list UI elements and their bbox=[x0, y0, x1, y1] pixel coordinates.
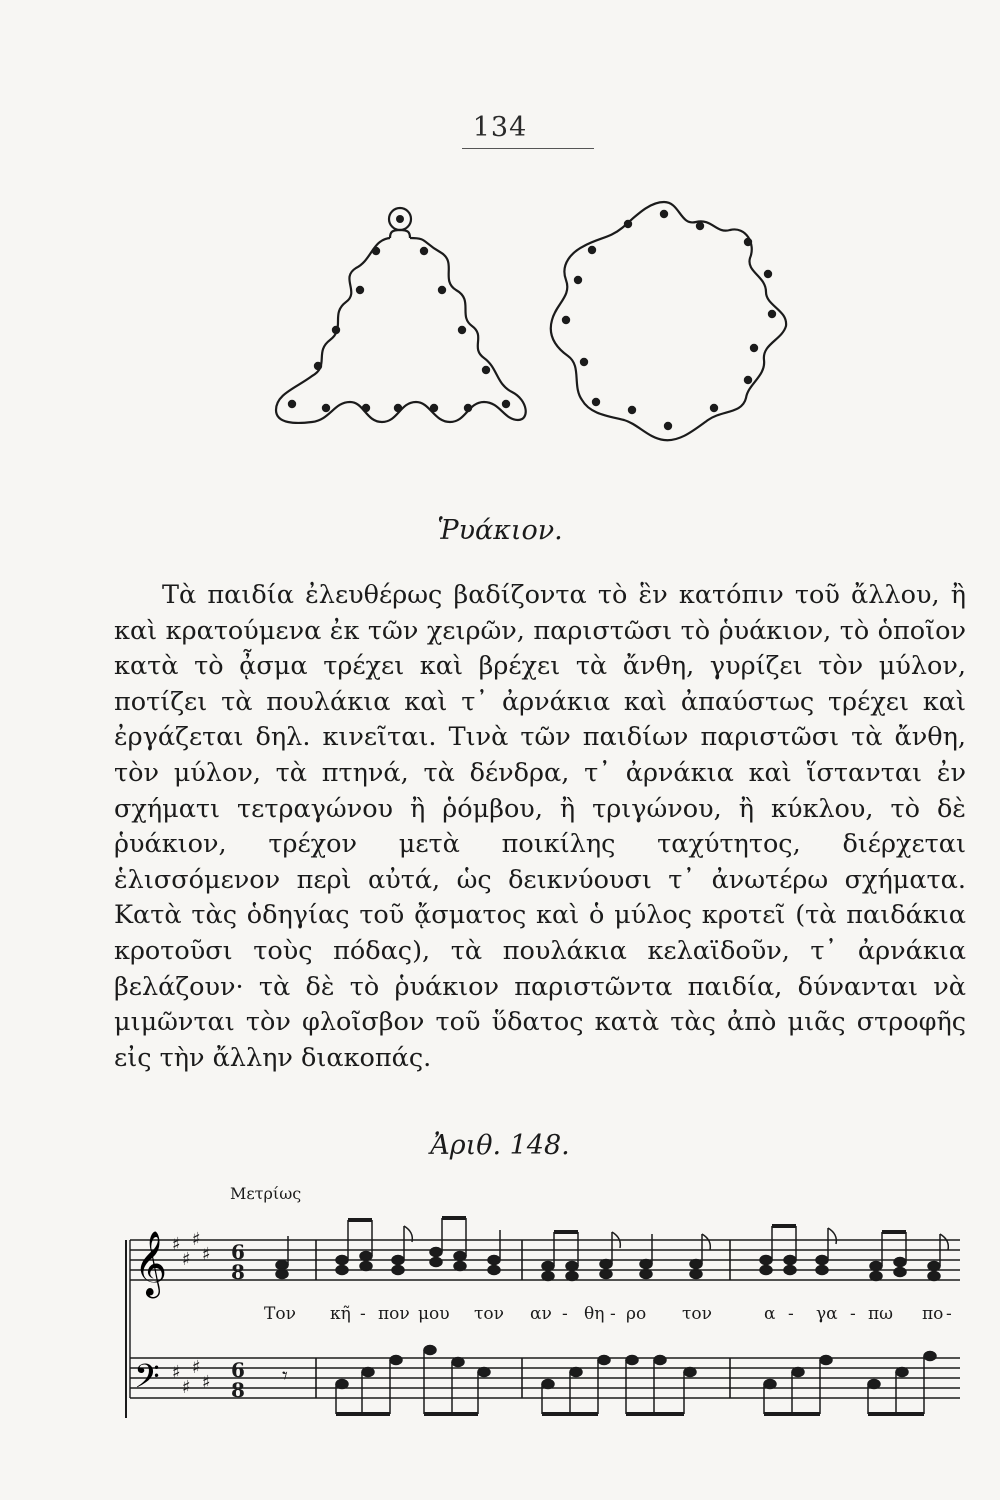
song-number-heading: Ἀριθ. 148. bbox=[430, 1130, 570, 1161]
lyric-syllable: θη bbox=[584, 1304, 605, 1324]
lyric-hyphen: - bbox=[610, 1304, 616, 1324]
treble-notes bbox=[276, 1218, 948, 1281]
triangle-top-dot bbox=[396, 215, 404, 223]
lyric-syllable: αν bbox=[530, 1304, 552, 1324]
treble-time-top: 6 bbox=[231, 1240, 245, 1264]
lyric-hyphen: - bbox=[360, 1304, 366, 1324]
lyric-syllable: μου bbox=[418, 1304, 450, 1324]
treble-time-bottom: 8 bbox=[231, 1260, 245, 1284]
bass-notes bbox=[282, 1346, 936, 1415]
svg-text:𝄾: 𝄾 bbox=[282, 1364, 288, 1389]
triangle-wave-path bbox=[276, 238, 526, 423]
svg-text:♯: ♯ bbox=[172, 1362, 181, 1383]
lyric-syllable: πον bbox=[378, 1304, 410, 1324]
lyric-hyphen: - bbox=[562, 1304, 568, 1324]
body-text bbox=[114, 578, 966, 1076]
lyric-hyphen: - bbox=[788, 1304, 794, 1324]
lyric-syllable: ρο bbox=[626, 1304, 647, 1324]
bass-time-signature bbox=[231, 1358, 245, 1402]
lyric-hyphen: - bbox=[850, 1304, 856, 1324]
svg-text:♯: ♯ bbox=[182, 1377, 191, 1398]
circle-dots bbox=[562, 210, 776, 430]
lyric-syllable: α bbox=[764, 1304, 776, 1324]
svg-text:♯: ♯ bbox=[182, 1249, 191, 1270]
lyrics-row bbox=[0, 1304, 1000, 1328]
circle-wave-path bbox=[551, 202, 786, 440]
treble-clef-icon: 𝄞 bbox=[134, 1231, 168, 1296]
ryakion-figure bbox=[260, 195, 800, 450]
lyric-syllable: τον bbox=[474, 1304, 504, 1324]
treble-key-signature bbox=[172, 1229, 211, 1270]
barlines bbox=[126, 1240, 730, 1418]
triangle-loop-stem bbox=[390, 230, 410, 238]
lyric-syllable: γα bbox=[816, 1304, 838, 1324]
svg-text:♯: ♯ bbox=[172, 1234, 181, 1255]
page-number: 134 bbox=[472, 112, 528, 143]
bass-clef-icon: 𝄢 bbox=[134, 1358, 160, 1404]
lyric-hyphen: - bbox=[946, 1304, 952, 1324]
body-paragraph: Τὰ παιδία ἐλευθέρως βαδίζοντα τὸ ἓν κατόπιν τοῦ ἄλλου, ἢ καὶ κρατούμενα ἐκ τῶν χειρῶν, παριστῶσι τὸ ῥυάκιον, τὸ ὁποῖον κατὰ τὸ ᾆσμα τρέχει καὶ βρέχει τὰ ἄνθη, γυρίζει τὸν μύλον, ποτίζει τὰ πουλάκια καὶ τ᾽ ἀρνάκια καὶ ἀπαύστως τρέχει καὶ ἐργάζεται δηλ. κινεῖται. Τινὰ τῶν παιδίων παριστῶσι τὰ ἄνθη, τὸν μύλον, τὰ πτηνά, τὰ δένδρα, τ᾽ ἀρνάκια καὶ ἵστανται ἐν σχήματι τετραγώνου ἢ ῥόμβου, ἢ τριγώνου, ἢ κύκλου, τὸ δὲ ῥυάκιον, τρέχον μετὰ ποικίλης ταχύτητος, διέρχεται ἑλισσόμενον περὶ αὐτά, ὡς δεικνύουσι τ᾽ ἀνωτέρω σχήματα. Κατὰ τὰς ὁδηγίας τοῦ ᾄσματος καὶ ὁ μύλος κροτεῖ (τὰ παιδάκια κροτοῦσι τοὺς πόδας), τὰ πουλάκια κελαϊδοῦν, τ᾽ ἀρνάκια βελάζουν· τὰ δὲ τὸ ῥυάκιον παριστῶντα παιδία, δύνανται νὰ μιμῶνται τὸν φλοῖσβον τοῦ ὕδατος κατὰ τὰς ἀπὸ μιᾶς στροφῆς εἰς τὴν ἄλλην διακοπάς. bbox=[114, 580, 966, 1073]
svg-text:♯: ♯ bbox=[202, 1372, 211, 1393]
tempo-marking: Μετρίως bbox=[230, 1184, 302, 1203]
lyric-syllable: Τον bbox=[264, 1304, 296, 1324]
lyric-syllable: πο bbox=[922, 1304, 944, 1324]
page-number-rule bbox=[462, 148, 594, 149]
bass-time-top: 6 bbox=[231, 1358, 245, 1382]
bass-key-signature bbox=[172, 1357, 211, 1398]
svg-text:♯: ♯ bbox=[192, 1229, 201, 1250]
svg-text:♯: ♯ bbox=[192, 1357, 201, 1378]
lyric-syllable: κη̃ bbox=[330, 1304, 351, 1324]
treble-time-signature bbox=[231, 1240, 245, 1284]
figure-caption: Ῥυάκιον. bbox=[437, 515, 563, 546]
lyric-syllable: τον bbox=[682, 1304, 712, 1324]
bass-time-bottom: 8 bbox=[231, 1378, 245, 1402]
svg-text:♯: ♯ bbox=[202, 1244, 211, 1265]
lyric-syllable: πω bbox=[868, 1304, 894, 1324]
